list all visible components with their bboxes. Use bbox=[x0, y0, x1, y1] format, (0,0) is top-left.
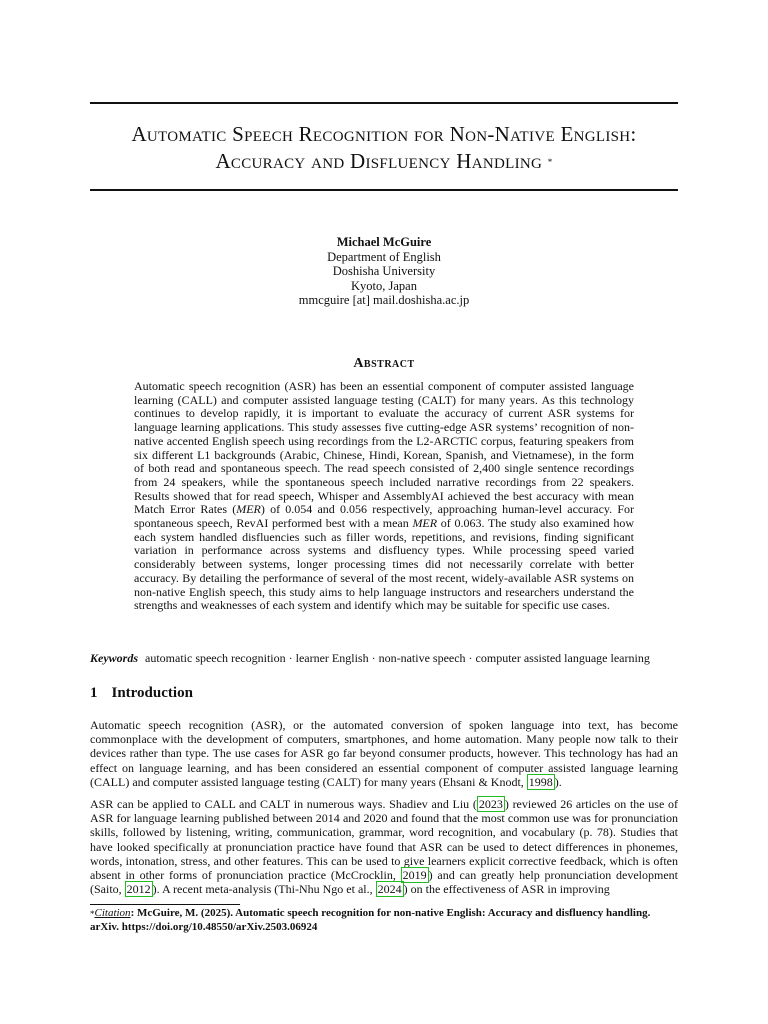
paper-title-line-2: Accuracy and Disfluency Handling * bbox=[215, 149, 553, 173]
citation-link-2023[interactable]: 2023 bbox=[478, 797, 503, 811]
author-university: Doshisha University bbox=[332, 264, 436, 278]
author-email[interactable]: mmcguire [at] mail.doshisha.ac.jp bbox=[298, 293, 470, 307]
author-department: Department of English bbox=[327, 249, 441, 264]
author-location: Kyoto, Japan bbox=[351, 278, 417, 293]
paper-title-line-1: Automatic Speech Recognition for Non-Native English: bbox=[131, 122, 637, 146]
title-rule-bottom bbox=[90, 189, 678, 191]
section-number: 1 bbox=[90, 685, 98, 701]
citation-link-2024[interactable]: 2024 bbox=[377, 882, 402, 897]
keywords-text: automatic speech recognition · learner English · non-native speech · computer assisted language learning bbox=[145, 651, 650, 665]
citation-link-2012[interactable]: 2012 bbox=[126, 882, 151, 897]
title-rule-top bbox=[90, 102, 678, 104]
footnote-label[interactable]: Citation bbox=[94, 907, 131, 919]
citation-footnote bbox=[90, 907, 680, 934]
keywords-label: Keywords bbox=[90, 651, 138, 665]
section-title: Introduction bbox=[111, 685, 193, 701]
footnote-mark: * bbox=[90, 909, 95, 919]
author-name: Michael McGuire bbox=[336, 235, 432, 249]
citation-link-1998[interactable]: 1998 bbox=[528, 774, 553, 789]
abstract-text: Automatic speech recognition (ASR) has been an essential component of computer assisted language learning (CALL) and computer assisted language testing (CALT) for many years. As this technology continues to develop rapidly, it is important to evaluate the accuracy of current ASR systems for language learning applications. This study assesses five cutting-edge ASR systems’ recognition of non-native accented English speech using recordings from the L2-ARCTIC corpus, featuring speakers from six different L1 backgrounds (Arabic, Chinese, Hindi, Korean, Spanish, and Vietnamese), in the form of both read and spontaneous speech. The read speech consisted of 2,400 single sentence recordings from 24 speakers, while the spontaneous speech included narrative recordings from 22 speakers. Results showed that for read speech, Whisper and AssemblyAI achieved the best accuracy with mean Match Error Rates (MER) of 0.054 and 0.056 respectively, approaching human-level accuracy. For spontaneous speech, RevAI performed best with a mean MER of 0.063. The study also examined how each system handled disfluencies such as filler words, repetitions, and revisions, finding significant variation in performance across systems and disfluency types. While processing speed varied considerably between systems, longer processing times did not necessarily correlate with better accuracy. By detailing the performance of several of the most recent, widely-available ASR systems on non-native English speech, this study aims to help language instructors and researchers understand the strengths and weaknesses of each system and identify which may be suitable for specific use cases. bbox=[134, 379, 634, 613]
footnote-text: : McGuire, M. (2025). Automatic speech recognition for non-native English: Accuracy and disfluency handling. arXiv. https://doi.org/10.48550/arXiv.2503.06924 bbox=[90, 907, 651, 933]
intro-paragraph-2: ASR can be applied to CALL and CALT in numerous ways. Shadiev and Liu ( 2023 ) reviewed 26 articles on the use of ASR for language learning published between 2014 and 2020 and found that the most common use was for pronunciation skills, followed by listening, writing, communication, grammar, word recognition, and vocabulary (p. 78). Studies that have looked specifically at pronunciation practice have found that ASR can be used to detect differences in phonemes, words, intonation, stress, and other features. This can be used to give learners explicit corrective feedback, which is often absent in other forms of pronunciation practice (McCrocklin, 2019 ) and can greatly help pronunciation development (Saito, 2012 ). A recent meta-analysis (Thi-Nhu Ngo et al., 2024 ) on the effectiveness of ASR in improving bbox=[90, 797, 678, 897]
citation-link-2019[interactable]: 2019 bbox=[402, 868, 427, 883]
author-block bbox=[0, 235, 768, 308]
intro-paragraph-1: Automatic speech recognition (ASR), or the automated conversion of spoken language into text, has become commonplace with the development of computers, smartphones, and home automation. Many people now talk to their devices rather than type. The use cases for ASR go far beyond consumer products, however. This technology has had an effect on language learning, and has been considered an essential component of computer assisted language learning (CALL) and computer assisted language testing (CALT) for many years (Ehsani & Knodt, 1998 ). bbox=[90, 718, 678, 789]
keywords-line bbox=[90, 651, 690, 665]
abstract-heading: Abstract bbox=[353, 356, 415, 371]
footnote-rule bbox=[90, 904, 240, 905]
section-heading-introduction bbox=[90, 685, 193, 702]
title-footnote-mark: * bbox=[547, 157, 553, 167]
